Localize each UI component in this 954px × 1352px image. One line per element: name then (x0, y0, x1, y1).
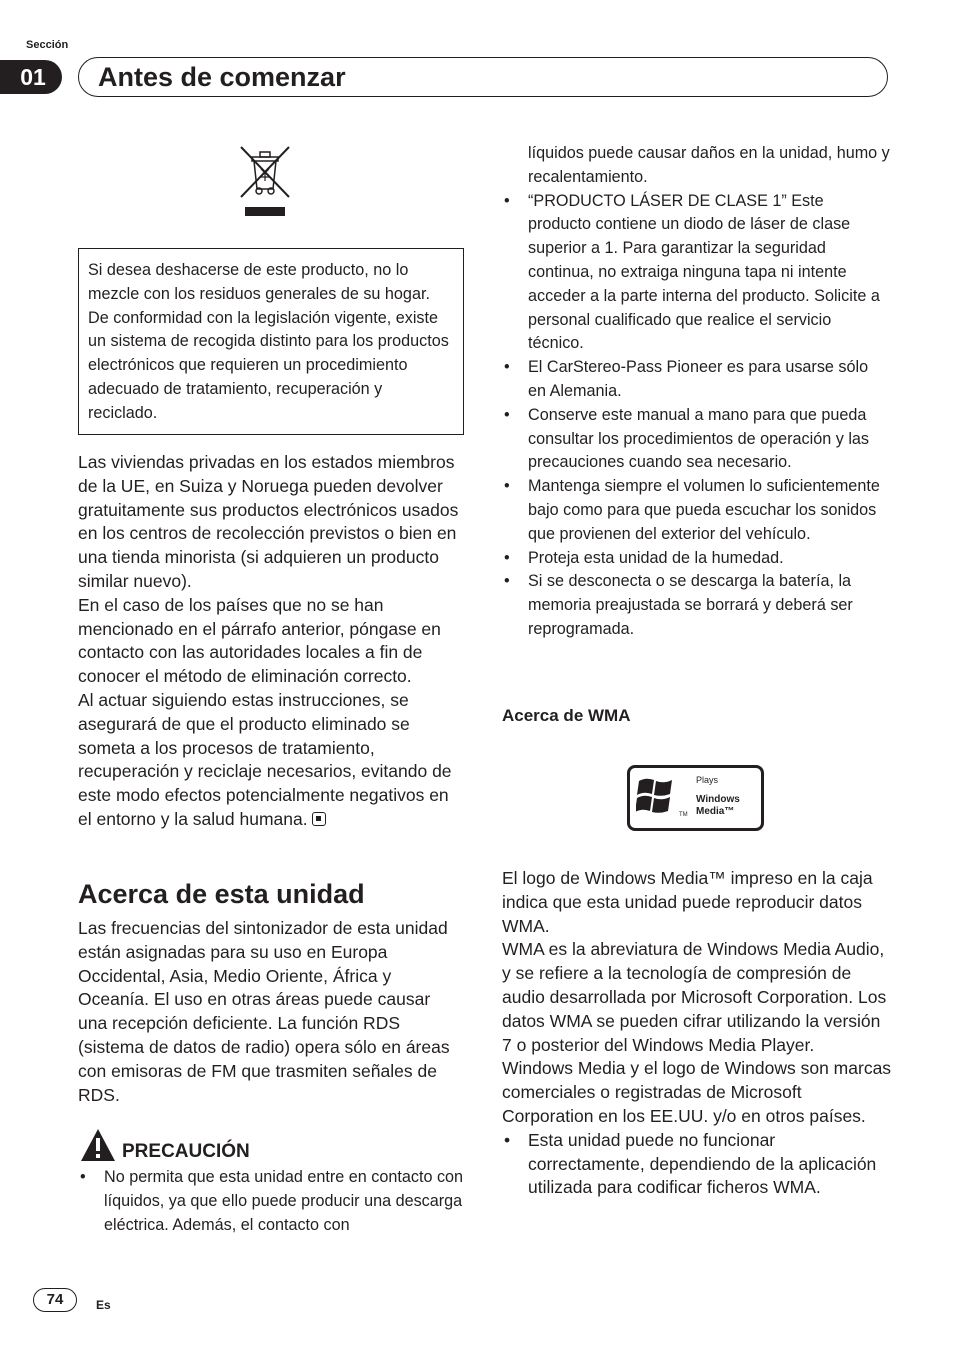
page-number: 74 (33, 1288, 77, 1312)
section-number: 01 (0, 60, 62, 94)
disposal-notice-text: Si desea deshacerse de este producto, no lo mezcle con los residuos generales de su hogar. De conformidad con la legislación vigente, existe un sistema de recogida distinto para los productos electrónicos que requieren un procedimiento adecuado de tratamiento, recuperación y reciclado. (88, 261, 449, 422)
paragraph: En el caso de los países que no se han mencionado en el párrafo anterior, póngase en contacto con las autoridades locales a fin de conocer el método de eliminación correcto. (78, 594, 441, 687)
section-label: Sección (26, 39, 69, 51)
disposal-notice-box (78, 248, 464, 435)
logo-windows: Windows (696, 794, 740, 805)
language-code: Es (96, 1298, 111, 1312)
paragraph: Windows Media y el logo de Windows son marcas comerciales o registradas de Microsoft Corporation en los EE.UU. y/o en otros países. (502, 1058, 892, 1126)
section-heading: Acerca de esta unidad (78, 879, 365, 909)
caution-title: PRECAUCIÓN (122, 1141, 250, 1162)
disposal-text (78, 451, 464, 832)
wma-text (502, 867, 892, 1200)
windows-media-logo (627, 765, 764, 831)
list-item: • Conserve este manual a mano para que pueda consultar los procedimientos de operación y las precauciones cuando sea necesario. (502, 404, 890, 475)
paragraph: WMA es la abreviatura de Windows Media Audio, y se refiere a la tecnología de compresión de audio desarrollada por Microsoft Corporation. Los datos WMA se pueden cifrar utilizando la versión 7 o posterior del Windows Media Player. (502, 939, 887, 1055)
right-column-list (502, 142, 890, 642)
list-item: • Esta unidad puede no funcionar correctamente, dependiendo de la aplicación utilizada para codificar ficheros WMA. (502, 1129, 892, 1200)
continuation-text: líquidos puede causar daños en la unidad, humo y recalentamiento. (528, 144, 890, 186)
list-item: • Mantenga siempre el volumen lo suficientemente bajo como para que pueda escuchar los sonidos que provienen del exterior del vehículo. (502, 475, 890, 546)
section-title: Antes de comenzar (98, 62, 346, 92)
unit-text (78, 917, 464, 1107)
list-item: • Proteja esta unidad de la humedad. (502, 547, 890, 571)
list-item: • El CarStereo-Pass Pioneer es para usarse sólo en Alemania. (502, 356, 890, 404)
caution-list (78, 1166, 466, 1237)
wma-heading: Acerca de WMA (502, 706, 631, 725)
list-item: • “PRODUCTO LÁSER DE CLASE 1” Este producto contiene un diodo de láser de clase superior a 1. Para garantizar la seguridad continua, no extraiga ninguna tapa ni intente acceder a la parte interna del producto. Solicite a personal cualificado que realice el servicio técnico. (502, 190, 890, 357)
logo-media: Media™ (696, 806, 735, 817)
list-item: • Si se desconecta o se descarga la batería, la memoria preajustada se borrará y deberá ser reprogramada. (502, 570, 890, 641)
logo-tm: TM (679, 812, 688, 818)
paragraph: Al actuar siguiendo estas instrucciones, se asegurará de que el producto eliminado se someta a los procesos de tratamiento, recuperación y reciclaje necesarios, evitando de este modo efectos potencialmente negativos en el entorno y la salud humana. (78, 689, 452, 829)
weee-bin-icon (238, 145, 292, 219)
logo-plays: Plays (696, 775, 719, 785)
list-item: • No permita que esta unidad entre en contacto con líquidos, ya que ello puede producir una descarga eléctrica. Además, el contacto con (78, 1166, 466, 1237)
end-of-section-icon (312, 812, 326, 826)
paragraph: Las frecuencias del sintonizador de esta unidad están asignadas para su uso en Europa Occidental, Asia, Medio Oriente, África y Oceanía. El uso en otras áreas puede causar una recepción deficiente. La función RDS (sistema de datos de radio) opera sólo en áreas con emisoras de FM que trasmiten señales de RDS. (78, 918, 450, 1105)
paragraph: El logo de Windows Media™ impreso en la caja indica que esta unidad puede reproducir datos WMA. (502, 868, 873, 936)
warning-icon (80, 1128, 116, 1162)
paragraph: Las viviendas privadas en los estados miembros de la UE, en Suiza y Noruega pueden devolver gratuitamente sus productos electrónicos usados en los centros de recolección previstos o bien en una tienda minorista (si adquieren un producto similar nuevo). (78, 452, 459, 591)
